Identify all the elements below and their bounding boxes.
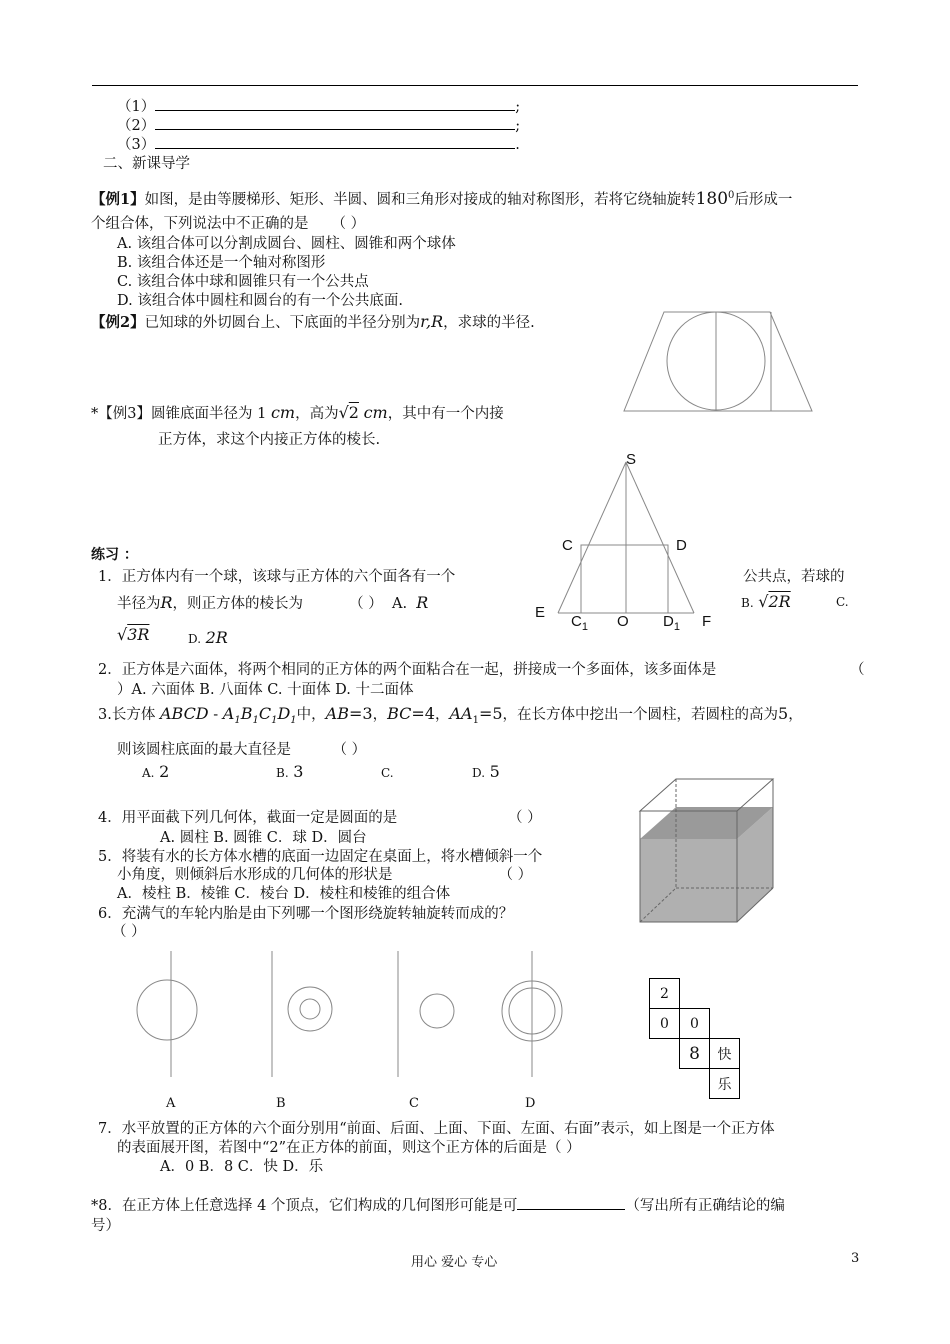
blank-line-1: （1） ; <box>117 99 521 115</box>
example1-line1: 【例1】如图，是由等腰梯形、矩形、半圆、圆和三角形对接成的轴对称图形，若将它绕轴旋转$180^0$后形成一 <box>91 189 793 209</box>
q3-option-a: A. 2 <box>142 762 170 781</box>
q2-line1: 2．正方体是六面体，将两个相同的正方体的两个面粘合在一起，拼接成一个多面体，该多面体是 <box>98 662 717 678</box>
q3-line2: 则该圆柱底面的最大直径是 （ ） <box>117 742 367 758</box>
q1-option-c-value: √3R <box>117 625 150 644</box>
q1-option-d: D. 2R <box>188 628 228 647</box>
example2-text: 【例2】已知球的外切圆台上、下底面的半径分别为r,R，求球的半径. <box>91 312 535 331</box>
example1-option-d: D. 该组合体中圆柱和圆台的有一个公共底面. <box>117 293 403 309</box>
q4-options: A. 圆柱 B. 圆锥 C．球 D．圆台 <box>160 830 367 846</box>
rotation-figures <box>120 945 620 1085</box>
q3-line1: 3.长方体 ABCD - $A_1B_1C_1D_1$中，AB=3，BC=4，$AA_1=5$，在长方体中挖出一个圆柱，若圆柱的高为5， <box>98 704 803 726</box>
q1-line2: 半径为R，则正方体的棱长为 （ ） A. R <box>117 593 429 612</box>
q3-option-d: D. 5 <box>472 762 500 781</box>
q5-line1: 5．将装有水的长方体水槽的底面一边固定在桌面上，将水槽倾斜一个 <box>98 849 543 865</box>
section-title: 二、新课导学 <box>103 156 190 172</box>
page-number: 3 <box>851 1251 860 1266</box>
example3-line2: 正方体，求这个内接正方体的棱长. <box>158 432 381 448</box>
example1-option-a: A. 该组合体可以分割成圆台、圆柱、圆锥和两个球体 <box>117 236 456 252</box>
q4-paren: （ ） <box>508 810 542 826</box>
example1-line2: 个组合体，下列说法中不正确的是 （ ） <box>91 216 366 232</box>
q8-line1: *8．在正方体上任意选择 4 个顶点，它们构成的几何图形可能是可 （写出所有正确结论的编 <box>91 1198 785 1214</box>
q2-options: ）A. 六面体 B. 八面体 C. 十面体 D. 十二面体 <box>117 682 414 698</box>
q6-paren: （ ） <box>112 924 146 940</box>
cone-label-o: O <box>617 613 629 630</box>
q2-paren-open: （ <box>850 662 865 678</box>
q6-label-d: D <box>525 1096 536 1111</box>
example1-option-b: B. 该组合体还是一个轴对称图形 <box>117 255 326 271</box>
example1-tag: 【例1】 <box>91 191 145 208</box>
net-cell-le: 乐 <box>709 1068 740 1099</box>
cone-label-e: E <box>535 604 546 621</box>
net-cell-kuai: 快 <box>709 1038 740 1069</box>
footer-center: 用心 爱心 专心 <box>411 1255 498 1270</box>
q1-line1: 1．正方体内有一个球，该球与正方体的六个面各有一个 <box>98 569 456 585</box>
q7-options: A．0 B．8 C．快 D．乐 <box>160 1159 324 1175</box>
q6-label-c: C <box>409 1096 419 1111</box>
water-tank-figure <box>636 775 786 925</box>
blank-line-2: （2） ; <box>117 118 521 134</box>
cone-label-c: C <box>562 537 573 554</box>
cone-label-d: D <box>676 537 687 554</box>
cone-label-s: S <box>626 451 637 468</box>
q6-line1: 6．充满气的车轮内胎是由下列哪一个图形绕旋转轴旋转而成的？ <box>98 906 514 922</box>
cone-cube-figure <box>530 450 730 635</box>
frustum-sphere-figure <box>620 300 820 420</box>
q7-line1: 7．水平放置的正方体的六个面分别用“前面、后面、上面、下面、左面、右面”表示，如上图是一个正方体 <box>98 1121 775 1137</box>
net-cell-8: 8 <box>679 1038 710 1069</box>
q3-option-b: B. 3 <box>276 762 304 781</box>
q7-line2: 的表面展开图，若图中“2”在正方体的前面，则这个正方体的后面是（ ） <box>117 1140 581 1156</box>
q8-line2: 号） <box>91 1218 120 1234</box>
cone-label-d1: $D_1$ <box>663 613 680 633</box>
q4-line1: 4．用平面截下列几何体，截面一定是圆面的是 <box>98 810 398 826</box>
q6-label-a: A <box>166 1096 176 1111</box>
net-cell-0a: 0 <box>649 1008 680 1039</box>
cone-label-f: F <box>702 613 712 630</box>
q3-option-c: C. <box>381 766 394 780</box>
example1-option-c: C. 该组合体中球和圆锥只有一个公共点 <box>117 274 369 290</box>
q6-label-b: B <box>276 1096 286 1111</box>
blank-line-3: （3） . <box>117 137 520 153</box>
q5-options: A．棱柱 B．棱锥 C．棱台 D．棱柱和棱锥的组合体 <box>117 886 451 902</box>
practice-title: 练习 ： <box>91 547 138 563</box>
q1-option-b: B. √2R <box>741 592 791 611</box>
example3-line1: *【例3】圆锥底面半径为 1 cm，高为√2 cm，其中有一个内接 <box>91 403 504 422</box>
cone-label-c1: $C_1$ <box>571 613 588 633</box>
q1-line1-right: 公共点，若球的 <box>743 569 845 585</box>
net-cell-2: 2 <box>649 978 680 1009</box>
header-rule <box>92 85 858 86</box>
q5-line2: 小角度，则倾斜后水形成的几何体的形状是 （ ） <box>117 867 533 883</box>
net-cell-0b: 0 <box>679 1008 710 1039</box>
q1-option-c-label: C. <box>836 595 849 609</box>
